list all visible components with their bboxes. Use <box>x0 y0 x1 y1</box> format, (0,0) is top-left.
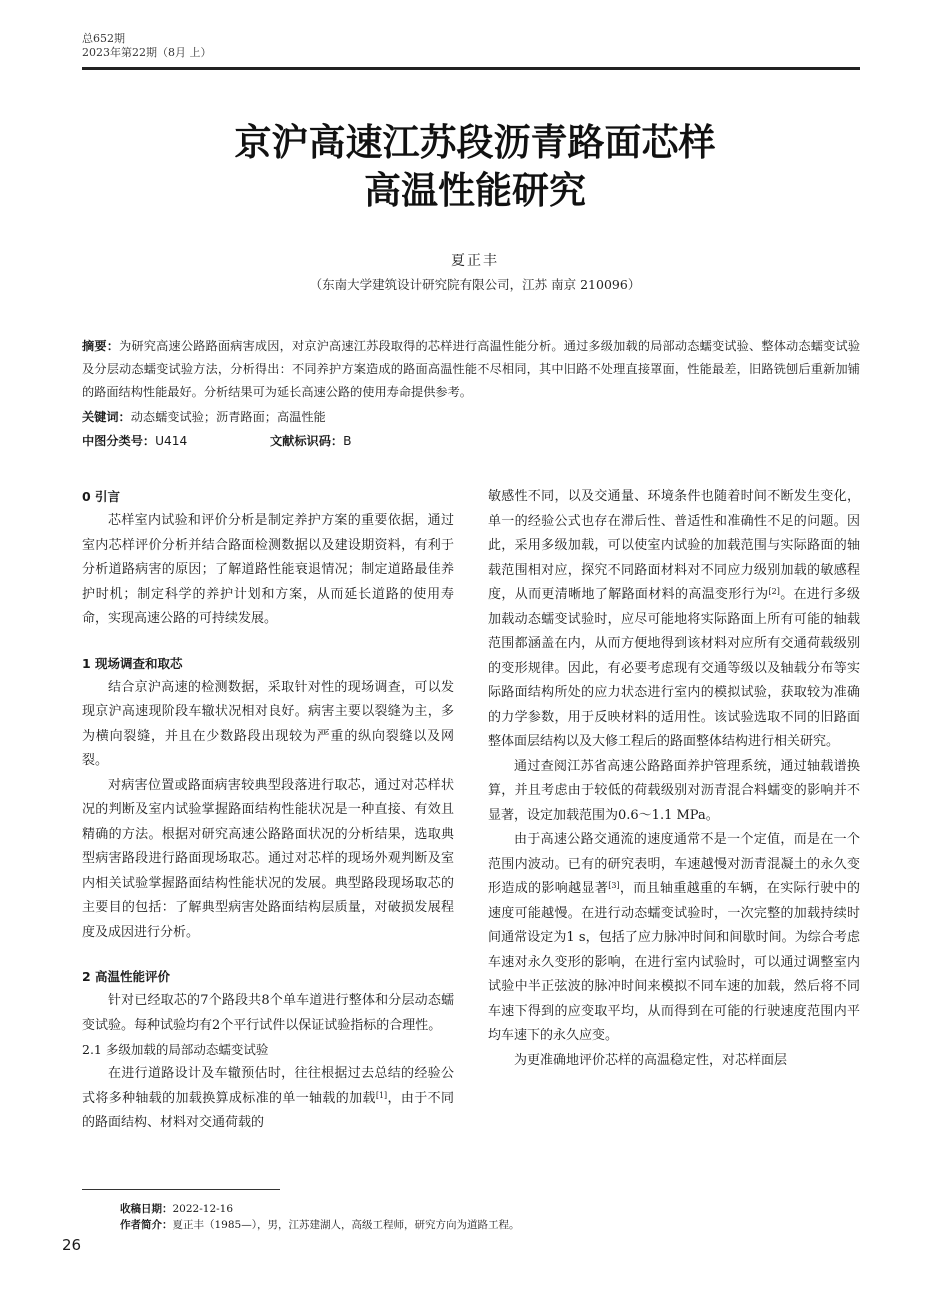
citation-ref: [2] <box>768 587 780 596</box>
paragraph: 针对已经取芯的7个路段共8个单车道进行整体和分层动态蠕变试验。每种试验均有2个平行试件以保证试验指标的合理性。 <box>82 993 454 1033</box>
citation-ref: [1] <box>375 1090 388 1100</box>
author-bio <box>120 1217 519 1233</box>
paragraph: 为更准确地评价芯样的高温稳定性，对芯样面层 <box>514 1052 788 1068</box>
paragraph <box>82 1062 454 1136</box>
paragraph-text: ，而且轴重越重的车辆，在实际行驶中的速度可能越慢。在进行动态蠕变试验时，一次完整的加载持续时间通常设定为1 s，包括了应力脉冲时间和间歇时间。为综合考虑车速对永久变形的影响，在进行室内试验时，可以通过调整室内试验中半正弦波的脉冲时间来模拟不同车速的加载，然后将不同车速下得到的应变取平均，从而得到在可能的行驶速度范围内平均车速下的永久应变。 <box>488 881 860 1043</box>
paragraph <box>488 828 860 1049</box>
paragraph-text: 在进行道路设计及车辙预估时，往往根据过去总结的经验公式将多种轴载的加载换算成标准的单一轴载的加载 <box>82 1066 454 1106</box>
clc-value: U414 <box>155 434 188 448</box>
author-bio-label: 作者简介： <box>120 1219 173 1231</box>
keywords-label: 关键词： <box>82 410 131 424</box>
keywords-text: 动态蠕变试验；沥青路面；高温性能 <box>130 410 326 424</box>
paragraph-text: 。在进行多级加载动态蠕变试验时，应尽可能地将实际路面上所有可能的轴载范围都涵盖在内，从而方便地得到该材料对应所有交通荷载级别的变形规律。因此，有必要考虑现有交通等级以及轴载分布等实际路面结构所处的应力状态进行室内的模拟试验，获取较为准确的力学参数，用于反映材料的适用性。该试验选取不同的旧路面整体面层结构以及大修工程后的路面整体结构进行相关研究。 <box>488 587 860 749</box>
section-heading: 0 引言 <box>82 489 121 504</box>
author: 夏正丰 <box>451 253 499 269</box>
header-rule <box>82 67 860 70</box>
paragraph-text: 敏感性不同，以及交通量、环境条件也随着时间不断发生变化，单一的经验公式也存在滞后性、普适性和准确性不足的问题。因此，采用多级加载，可以使室内试验的加载范围与实际路面的轴载范围相对应，探究不同路面材料对不同应力级别加载的敏感程度，从而更清晰地了解路面材料的高温变形行为 <box>488 489 860 602</box>
paragraph: 通过查阅江苏省高速公路路面养护管理系统，通过轴载谱换算，并且考虑由于较低的荷载级别对沥青混合料蠕变的影响并不显著，设定加载范围为0.6～1.1 MPa。 <box>488 758 860 823</box>
paragraph-text: 由于高速公路交通流的速度通常不是一个定值，而是在一个范围内波动。已有的研究表明，车速越慢对沥青混凝土的永久变形造成的影响越显著 <box>488 832 860 896</box>
doc-code-value: B <box>343 434 352 448</box>
keywords <box>82 406 860 429</box>
footnote-rule <box>82 1189 280 1190</box>
doc-code-label: 文献标识码： <box>270 434 344 448</box>
page-number: 26 <box>62 1236 82 1254</box>
citation-ref: [3] <box>608 881 620 890</box>
paragraph: 结合京沪高速的检测数据，采取针对性的现场调查，可以发现京沪高速现阶段车辙状况相对良好。病害主要以裂缝为主，多为横向裂缝，并且在少数路段出现较为严重的纵向裂缝以及网裂。 <box>82 679 454 768</box>
received-date <box>120 1201 233 1217</box>
body-right-column <box>488 485 860 1073</box>
paper-title-line2: 高温性能研究 <box>364 169 586 212</box>
abstract <box>82 335 860 404</box>
body-left-column <box>82 485 454 1136</box>
paragraph <box>488 485 860 755</box>
author-bio-value: 夏正丰（1985—），男，江苏建湖人，高级工程师，研究方向为道路工程。 <box>172 1219 520 1231</box>
received-value: 2022-12-16 <box>172 1203 234 1215</box>
section-heading: 2 高温性能评价 <box>82 969 171 984</box>
abstract-label: 摘要： <box>82 339 120 353</box>
paragraph: 芯样室内试验和评价分析是制定养护方案的重要依据，通过室内芯样评价分析并结合路面检测数据以及建设期资料，有利于分析道路病害的原因；了解道路性能衰退情况；制定道路最佳养护时机；制定科学的养护计划和方案，从而延长道路的使用寿命，实现高速公路的可持续发展。 <box>82 513 454 626</box>
received-label: 收稿日期： <box>120 1203 173 1215</box>
affiliation: （东南大学建筑设计研究院有限公司，江苏 南京 210096） <box>309 277 641 292</box>
clc-label: 中图分类号： <box>82 434 156 448</box>
paragraph: 对病害位置或路面病害较典型段落进行取芯，通过对芯样状况的判断及室内试验掌握路面结构性能状况是一种直接、有效且精确的方法。根据对研究高速公路路面状况的分析结果，选取典型病害路段进行路面现场取芯。通过对芯样的现场外观判断及室内相关试验掌握路面结构性能状况的发展。典型路段现场取芯的主要目的包括：了解典型病害处路面结构层质量，对破损发展程度及成因进行分析。 <box>82 777 454 940</box>
subsection-heading: 2.1 多级加载的局部动态蠕变试验 <box>82 1042 269 1057</box>
section-heading: 1 现场调查和取芯 <box>82 655 183 671</box>
paragraph-text: ，由于不同的路面结构、材料对交通荷载的 <box>82 1090 454 1130</box>
abstract-text: 为研究高速公路路面病害成因，对京沪高速江苏段取得的芯样进行高温性能分析。通过多级加载的局部动态蠕变试验、整体动态蠕变试验及分层动态蠕变试验方法，分析得出：不同养护方案造成的路面高温性能不尽相同，其中旧路不处理直接罩面，性能最差，旧路铣刨后重新加铺的路面结构性能最好。分析结果可为延长高速公路的使用寿命提供参考。 <box>82 339 861 399</box>
issue-date: 2023年第22期（8月 上） <box>82 46 212 59</box>
issue-total: 总652期 <box>82 32 125 45</box>
paper-title-line1: 京沪高速江苏段沥青路面芯样 <box>234 121 716 164</box>
classification-row <box>82 431 860 451</box>
